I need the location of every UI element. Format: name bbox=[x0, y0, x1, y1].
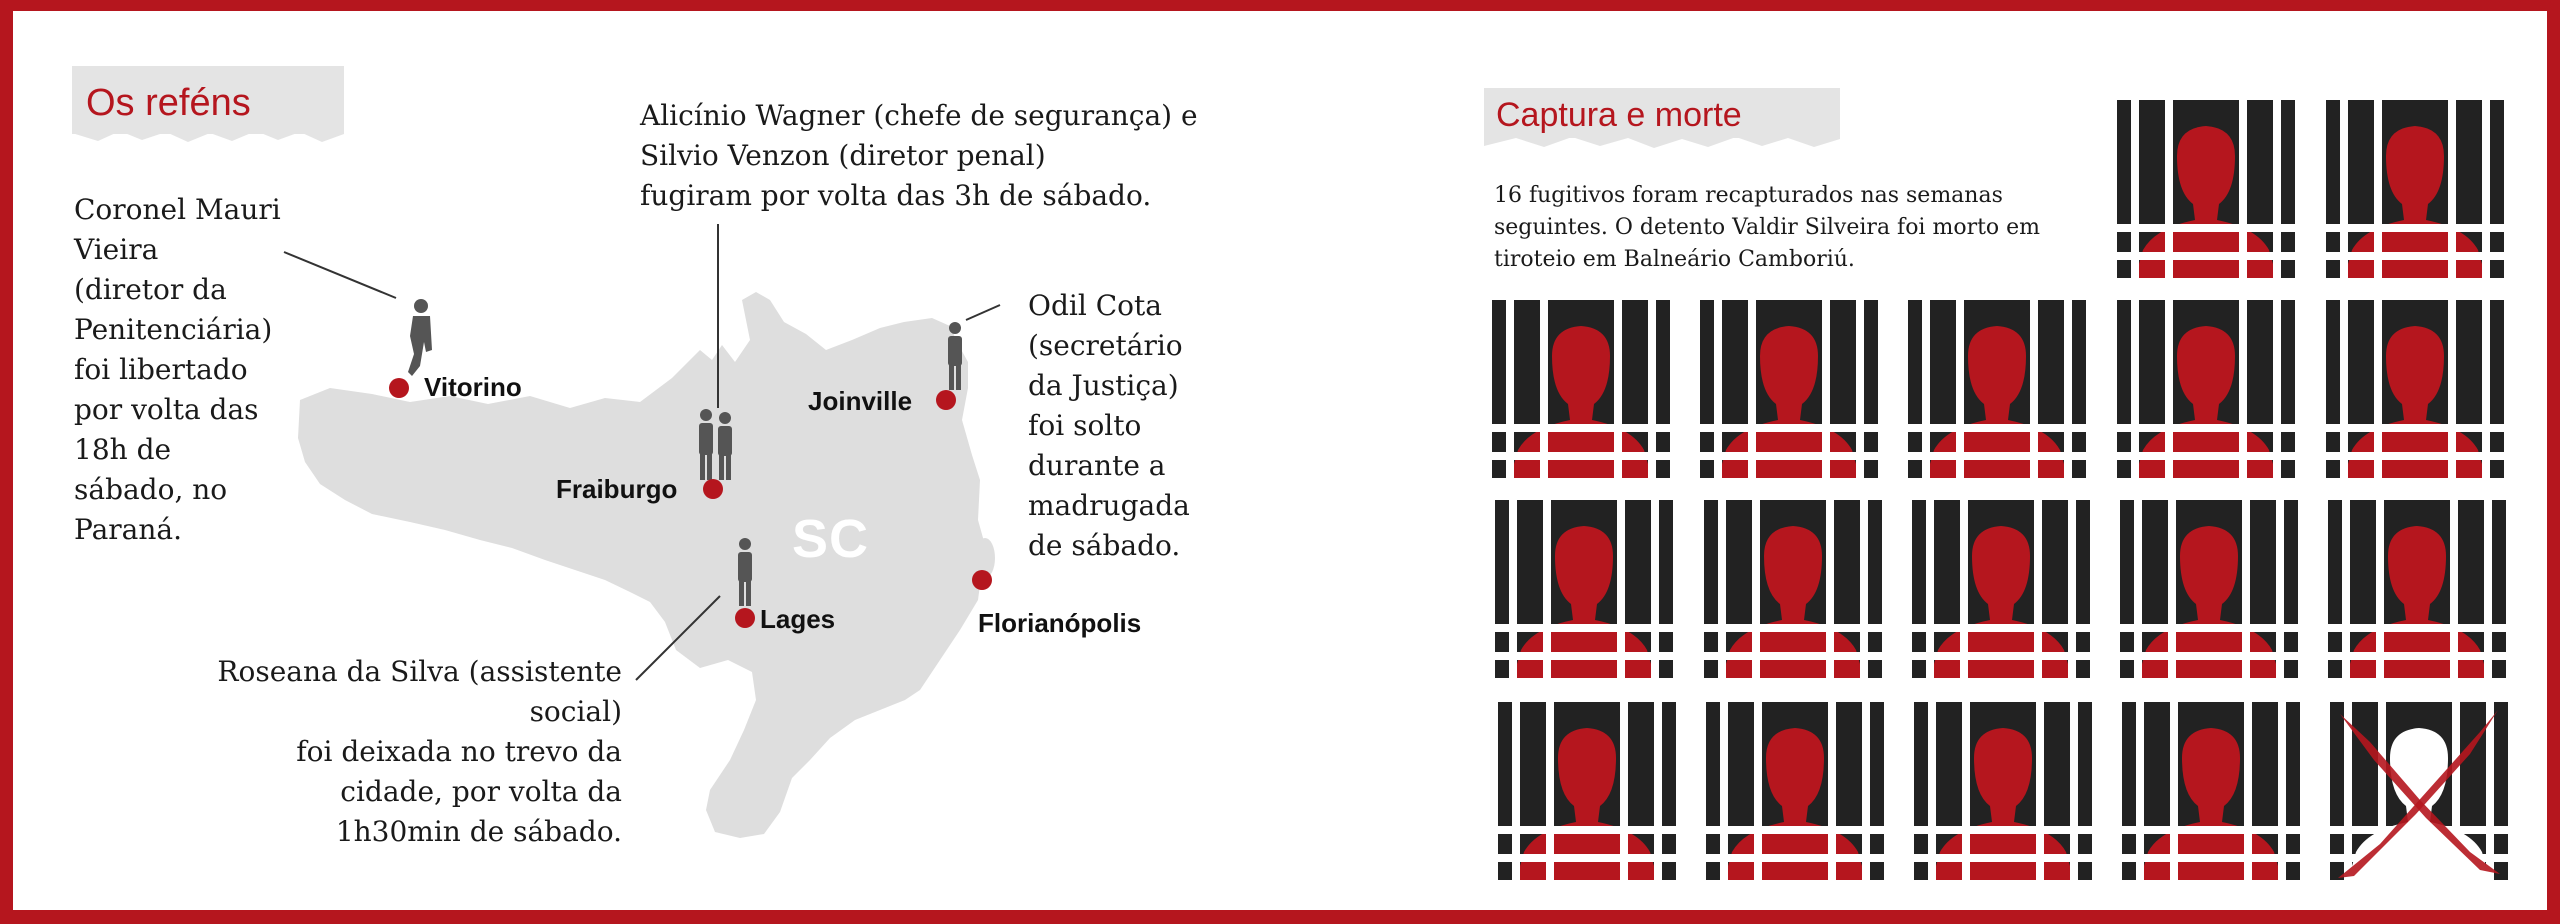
capture-title: Captura e morte bbox=[1496, 96, 1742, 134]
city-label-florianopolis: Florianópolis bbox=[978, 608, 1142, 638]
recaptured-prisoner-cell bbox=[2120, 500, 2298, 678]
state-label: SC bbox=[792, 509, 870, 569]
hostages-title: Os reféns bbox=[86, 82, 251, 124]
annotation-mauri: Coronel Mauri Vieira (diretor da Penitenciária) foi libertado por volta das 18h de sábado, no Paraná. bbox=[74, 193, 281, 546]
annotation-roseana: Roseana da Silva (assistente social) foi deixada no trevo da cidade, por volta da 1h30min de sábado. bbox=[217, 655, 622, 848]
capture-summary: 16 fugitivos foram recapturados nas semanas seguintes. O detento Valdir Silveira foi morto em tiroteio em Balneário Camboriú. bbox=[1494, 183, 2041, 272]
recaptured-prisoner-cell bbox=[2122, 702, 2300, 880]
city-marker-joinville bbox=[936, 390, 956, 410]
city-label-fraiburgo: Fraiburgo bbox=[556, 474, 678, 504]
city-label-vitorino: Vitorino bbox=[424, 372, 522, 402]
city-marker-vitorino bbox=[389, 378, 409, 398]
hostage-figure-mauri bbox=[408, 299, 432, 376]
city-label-joinville: Joinville bbox=[808, 386, 913, 416]
recaptured-prisoner-cell bbox=[2117, 100, 2295, 278]
recaptured-prisoner-cell bbox=[2117, 300, 2295, 478]
recaptured-prisoner-cell bbox=[2326, 300, 2504, 478]
recaptured-prisoner-cell bbox=[1914, 702, 2092, 880]
recaptured-prisoner-cell bbox=[1908, 300, 2086, 478]
recaptured-prisoner-cell bbox=[1912, 500, 2090, 678]
city-marker-fraiburgo bbox=[703, 479, 723, 499]
recaptured-prisoner-cell bbox=[1706, 702, 1884, 880]
recaptured-prisoner-cell bbox=[2328, 500, 2506, 678]
annotation-odil: Odil Cota (secretário da Justiça) foi solto durante a madrugada de sábado. bbox=[1028, 289, 1190, 562]
recaptured-prisoner-cell bbox=[2326, 100, 2504, 278]
annotation-wagner-venzon: Alicínio Wagner (chefe de segurança) e Silvio Venzon (diretor penal) fugiram por volta das 3h de sábado. bbox=[640, 99, 1198, 212]
recaptured-prisoner-cell bbox=[1495, 500, 1673, 678]
torn-edge bbox=[1484, 134, 1840, 150]
recaptured-prisoner-cell bbox=[1492, 300, 1670, 478]
capture-header bbox=[1484, 88, 1840, 138]
recaptured-prisoner-cell bbox=[1700, 300, 1878, 478]
leader-line-odil bbox=[966, 305, 1000, 320]
city-label-lages: Lages bbox=[760, 604, 836, 634]
recaptured-prisoner-cell bbox=[1704, 500, 1882, 678]
city-marker-florianopolis bbox=[972, 570, 992, 590]
city-marker-lages bbox=[735, 608, 755, 628]
killed-prisoner-cell bbox=[2330, 702, 2508, 880]
recaptured-prisoner-cell bbox=[1498, 702, 1676, 880]
